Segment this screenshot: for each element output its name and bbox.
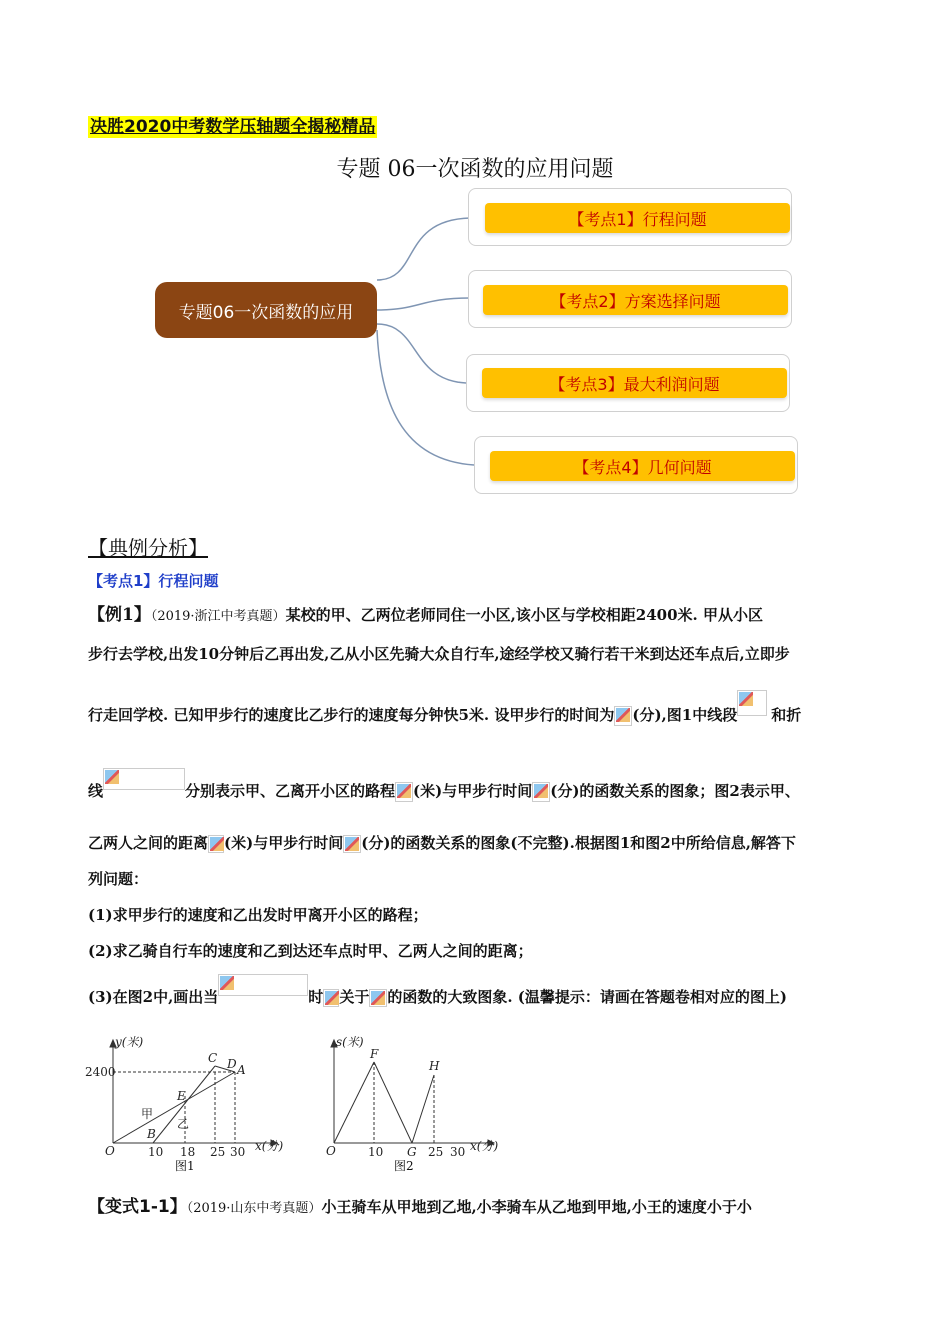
example-text: 和折 [771, 706, 802, 724]
variant-label: 【变式1-1】 [88, 1197, 187, 1217]
fig1-xaxis-label: x(分) [255, 1139, 284, 1153]
variant-source: （2019·山东中考真题） [186, 1201, 322, 1216]
example-text: (分)的函数关系的图象；图2表示甲、 [550, 782, 800, 800]
fig1-line-yi: 乙 [177, 1117, 190, 1131]
formula-image [532, 782, 550, 802]
example-text: (3)在图2中,画出当 [88, 988, 219, 1006]
formula-image [369, 989, 387, 1007]
example-text: 乙两人之间的距离 [88, 834, 209, 852]
example-line-3 [88, 704, 868, 726]
kaodian-1-heading: 【考点1】行程问题 [88, 572, 219, 590]
fig2-point-g: G [407, 1145, 417, 1159]
variant-text: 小王骑车从甲地到乙地,小李骑车从乙地到甲地,小王的速度小于小 [321, 1198, 752, 1216]
page-title: 专题 06一次函数的应用问题 [336, 157, 614, 182]
fig1-caption: 图1 [175, 1159, 195, 1173]
formula-image [343, 835, 361, 853]
formula-image [737, 690, 767, 716]
section-heading: 【典例分析】 [88, 536, 208, 560]
fig1-point-b: B [147, 1127, 156, 1141]
formula-image [208, 835, 224, 853]
question-3 [88, 986, 868, 1008]
mindmap-node-4: 【考点4】几何问题 [490, 451, 795, 481]
fig1-point-e: E [177, 1089, 186, 1103]
fig1-xtick-10: 10 [148, 1145, 164, 1159]
mindmap-node-3: 【考点3】最大利润问题 [482, 368, 787, 398]
example-line-5 [88, 832, 868, 854]
formula-image [614, 706, 632, 726]
question-1: (1)求甲步行的速度和乙出发时甲离开小区的路程； [88, 906, 428, 924]
banner: 决胜2020中考数学压轴题全揭秘精品 [90, 117, 376, 137]
question-2: (2)求乙骑自行车的速度和乙到达还车点时甲、乙两人之间的距离； [88, 942, 533, 960]
example-source: （2019·浙江中考真题） [150, 609, 286, 624]
example-text: (米)与甲步行时间 [413, 782, 533, 800]
example-text: (分)的函数关系的图象(不完整).根据图1和图2中所给信息,解答下 [361, 834, 796, 852]
mindmap-node-2: 【考点2】方案选择问题 [483, 285, 788, 315]
variant-1-1 [88, 1196, 868, 1220]
example-text: 线 [88, 782, 104, 800]
figure-2 [322, 1030, 502, 1175]
example-line-1 [88, 604, 868, 628]
example-line-2: 步行去学校,出发10分钟后乙再出发,乙从小区先骑大众自行车,途经学校又骑行若干米到达还车点后,立即步 [88, 645, 790, 663]
figure-1 [85, 1030, 285, 1175]
fig2-caption: 图2 [394, 1159, 414, 1173]
example-text: 时 [308, 988, 324, 1006]
example-text: (分),图1中线段 [632, 706, 738, 724]
fig1-point-a: A [237, 1063, 246, 1077]
formula-image [103, 768, 185, 790]
fig1-point-c: C [208, 1051, 218, 1065]
example-text: 分别表示甲、乙离开小区的路程 [185, 782, 396, 800]
fig1-origin: O [105, 1144, 115, 1158]
fig1-xtick-25: 25 [210, 1145, 226, 1159]
fig1-line-jia: 甲 [141, 1107, 154, 1121]
example-text: 关于 [339, 988, 370, 1006]
fig2-origin: O [326, 1144, 336, 1158]
example-line-6: 列问题： [88, 870, 149, 888]
fig1-point-d: D [227, 1057, 237, 1071]
example-text: (米)与甲步行时间 [224, 834, 344, 852]
formula-image [323, 989, 339, 1007]
example-text: 的函数的大致图象. (温馨提示：请画在答题卷相对应的图上) [387, 988, 787, 1006]
example-text: 行走回学校. 已知甲步行的速度比乙步行的速度每分钟快5米. 设甲步行的时间为 [88, 706, 615, 724]
mindmap-node-1: 【考点1】行程问题 [485, 203, 790, 233]
fig2-xaxis-label: x(分) [470, 1139, 499, 1153]
example-line-4 [88, 780, 868, 802]
fig2-point-h: H [429, 1059, 440, 1073]
formula-image [395, 782, 413, 802]
example-text: 某校的甲、乙两位老师同住一小区,该小区与学校相距2400米. 甲从小区 [285, 606, 763, 624]
formula-image [218, 974, 308, 996]
fig1-xtick-30: 30 [230, 1145, 246, 1159]
fig1-xtick-18: 18 [180, 1145, 196, 1159]
mindmap-root: 专题06一次函数的应用 [155, 282, 377, 338]
fig2-xtick-10: 10 [368, 1145, 384, 1159]
fig2-yaxis-label: s(米) [336, 1035, 364, 1049]
fig2-xtick-30: 30 [450, 1145, 466, 1159]
fig1-yaxis-label: y(米) [115, 1035, 144, 1049]
example-label: 【例1】 [88, 605, 151, 625]
fig1-ytick: 2400 [85, 1065, 116, 1079]
fig2-point-f: F [370, 1047, 379, 1061]
fig2-xtick-25: 25 [428, 1145, 444, 1159]
